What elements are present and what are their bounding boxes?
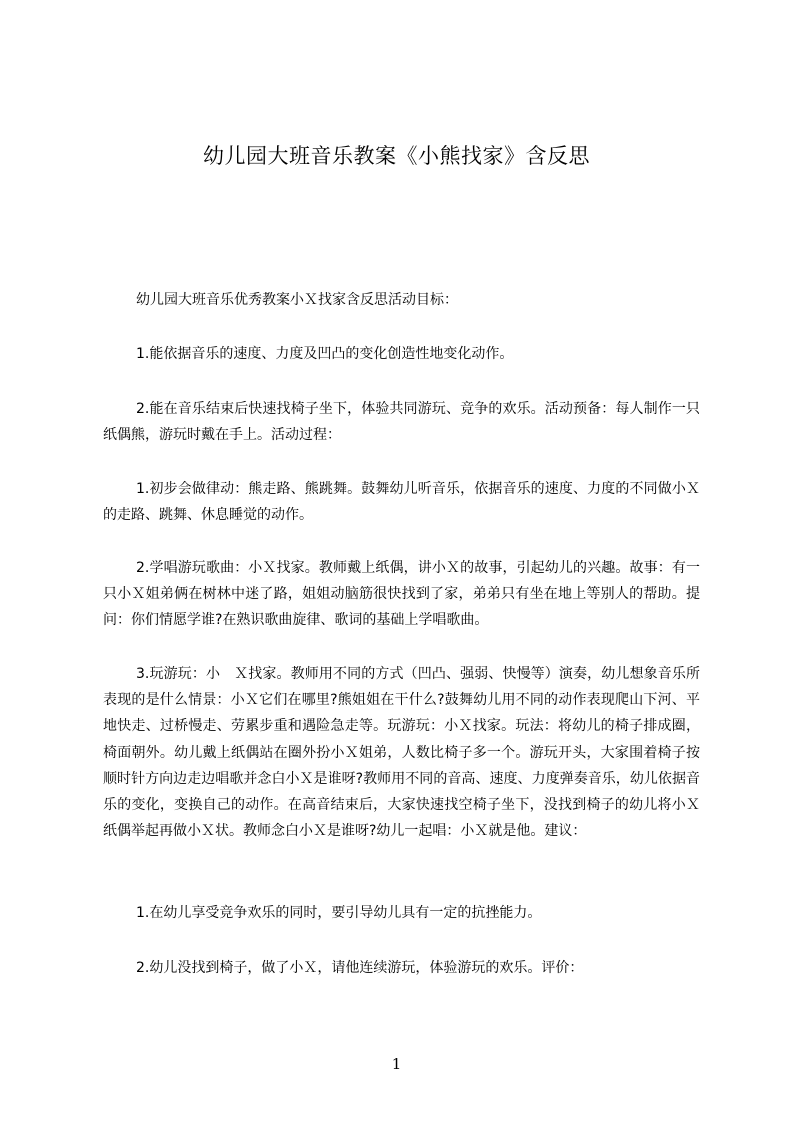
paragraph-goal-2: 2.能在音乐结束后快速找椅子坐下，体验共同游玩、竞争的欢乐。活动预备：每人制作一只纸偶熊，游玩时戴在手上。活动过程： (103, 401, 700, 444)
paragraph-suggestion-1: 1.在幼儿享受竞争欢乐的同时，要引导幼儿具有一定的抗挫能力。 (136, 905, 542, 921)
paragraph-goal-1: 1.能依据音乐的速度、力度及凹凸的变化创造性地变化动作。 (136, 346, 514, 362)
paragraph-step-2: 2.学唱游玩歌曲：小Ｘ找家。教师戴上纸偶，讲小Ｘ的故事，引起幼儿的兴趣。故事：有一只小Ｘ姐弟俩在树林中迷了路，姐姐动脑筋很快找到了家，弟弟只有坐在地上等别人的帮助。提问：你们情愿学谁?在熟识歌曲旋律、歌词的基础上学唱歌曲。 (103, 560, 700, 629)
paragraph-suggestion-2: 2.幼儿没找到椅子，做了小Ｘ，请他连续游玩，体验游玩的欢乐。评价： (136, 960, 584, 976)
document-title: 幼儿园大班音乐教案《小熊找家》含反思 (203, 144, 590, 168)
paragraph-step-1: 1.初步会做律动：熊走路、熊跳舞。鼓舞幼儿听音乐，依据音乐的速度、力度的不同做小Ｘ的走路、跳舞、休息睡觉的动作。 (103, 481, 700, 524)
paragraph-intro: 幼儿园大班音乐优秀教案小Ｘ找家含反思活动目标： (136, 292, 458, 308)
paragraph-step-3: 3.玩游玩：小 Ｘ找家。教师用不同的方式（凹凸、强弱、快慢等）演奏，幼儿想象音乐所表现的是什么情景：小Ｘ它们在哪里?熊姐姐在干什么?鼓舞幼儿用不同的动作表现爬山下河、平地快走、过桥慢走、劳累步重和遇险急走等。玩游玩：小Ｘ找家。玩法：将幼儿的椅子排成圈，椅面朝外。幼儿戴上纸偶站在圈外扮小Ｘ姐弟，人数比椅子多一个。游玩开头，大家围着椅子按顺时针方向边走边唱歌并念白小Ｘ是谁呀?教师用不同的音高、速度、力度弹奏音乐，幼儿依据音乐的变化，变换自己的动作。在高音结束后，大家快速找空椅子坐下，没找到椅子的幼儿将小Ｘ纸偶举起再做小Ｘ状。教师念白小Ｘ是谁呀?幼儿一起唱：小Ｘ就是他。建议： (103, 666, 700, 840)
page-number: 1 (391, 1055, 402, 1073)
